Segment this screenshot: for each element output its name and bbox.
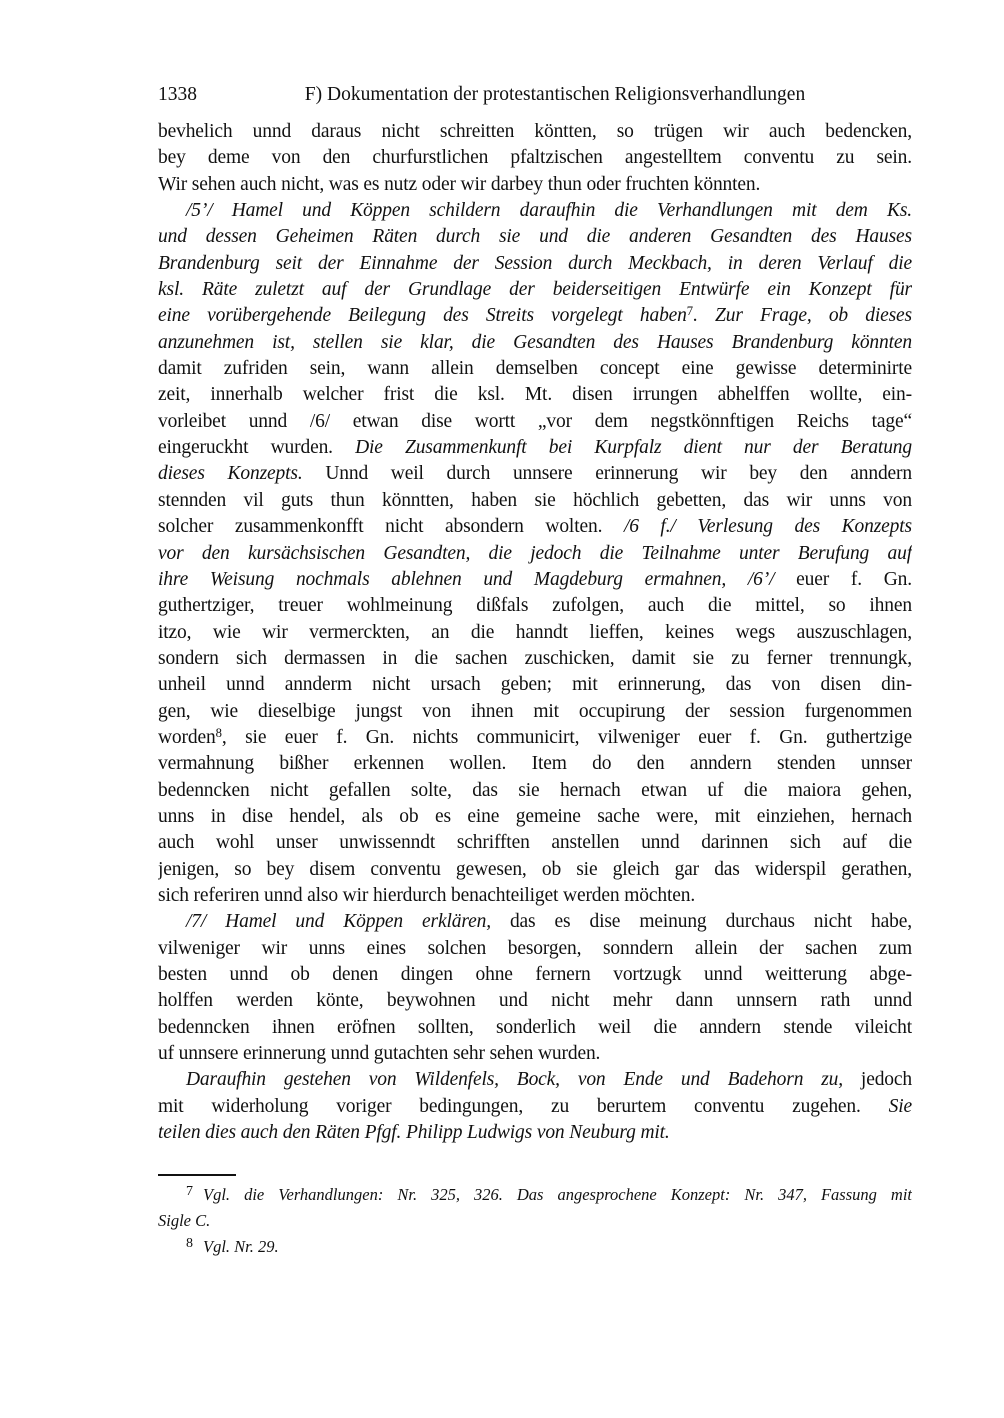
text-line: [158, 172, 912, 198]
text-line: [158, 119, 912, 145]
text-segment: bevhelich unnd daraus nicht schreitten köntten, so trügen wir auch bedencken,: [158, 121, 912, 142]
text-line: [158, 514, 912, 540]
text-segment: auch wohl unser unwissenndt schrifften anstellen unnd darinnen sich auf die: [158, 832, 912, 854]
text-line: [158, 593, 912, 619]
text-segment: besten unnd ob denen dingen ohne fernern vortzugk unnd weitterung abge-: [158, 964, 912, 985]
text-segment: euer f. Gn.: [796, 568, 912, 590]
text-segment: /7/ Hamel und Köppen erklären,: [186, 911, 510, 933]
text-line: [158, 725, 912, 751]
text-segment: damit zufriden sein, wann allein demselben concept eine gewisse determinirte: [158, 358, 912, 380]
text-segment: vermahnung bißher erkennen wollen. Item do den anndern stenden unnser: [158, 753, 912, 775]
paragraph: [158, 1067, 912, 1146]
text-line: [158, 541, 912, 567]
text-line: [158, 409, 912, 435]
text-segment: vor den kursächsischen Gesandten, die jedoch die Teilnahme unter Berufung auf: [158, 542, 912, 564]
text-segment: . Zur Frage, ob dieses: [693, 305, 912, 327]
text-line: [158, 277, 912, 303]
text-segment: bey deme von den churfurstlichen pfaltzischen angestelltem conventu zu sein.: [158, 147, 912, 169]
text-segment: unheil unnd annderm nicht ursach geben; mit erinnerung, das von disen din-: [158, 674, 912, 696]
text-line: [158, 330, 912, 356]
text-line: [158, 909, 912, 935]
footnote-item: [158, 1234, 912, 1260]
footnote-list: [158, 1182, 912, 1260]
text-segment: das es dise meinung durchaus nicht habe,: [509, 911, 912, 933]
text-segment: und dessen Geheimen Räten durch sie und die anderen Gesandten des Hauses: [158, 226, 912, 248]
text-line: [158, 461, 912, 487]
text-segment: teilen dies auch den Räten Pfgf. Philipp Ludwigs von Neuburg mit.: [158, 1122, 670, 1144]
paragraph: [158, 119, 912, 198]
text-line: [158, 488, 912, 514]
text-segment: sondern sich dermassen in die sachen zuschicken, damit sie zu ferner trennungk,: [158, 647, 912, 669]
footnote-reference: 7: [186, 1184, 194, 1199]
text-segment: gen, wie dieselbige jungst von ihnen mit occupirung der session furgenommen: [158, 700, 912, 722]
text-segment: eingeruckht wurden.: [158, 437, 356, 459]
text-line: [158, 1094, 912, 1120]
footnote-rule: [158, 1174, 236, 1176]
text-segment: itzo, wie wir vermerckten, an die hanndt lieffen, keines wegs auszuschlagen,: [158, 621, 912, 643]
text-line: [158, 830, 912, 856]
text-segment: zeit, innerhalb welcher frist die ksl. Mt. disen irrungen abhelffen wollte, ein-: [158, 384, 912, 406]
text-line: [158, 620, 912, 646]
text-line: [158, 435, 912, 461]
text-segment: ihre Weisung nochmals ablehnen und Magdeburg ermahnen, /6’/: [158, 568, 797, 590]
text-line: [158, 356, 912, 382]
text-segment: bedenncken nicht gefallen solte, das sie hernach etwan uf die maiora gehen,: [158, 779, 912, 801]
text-segment: uf unnsere erinnerung unnd gutachten sehr sehen wurden.: [158, 1043, 601, 1065]
page-body: [158, 119, 912, 1146]
text-segment: sich referiren unnd also wir hierdurch benachteiliget werden möchten.: [158, 884, 696, 906]
text-segment: /6 f./ Verlesung des Konzepts: [623, 516, 912, 538]
text-segment: , sie euer f. Gn. nichts communicirt, vilweniger euer f. Gn. guthertzige: [221, 726, 912, 748]
text-line: [158, 1234, 912, 1260]
text-line: [158, 1015, 912, 1041]
text-segment: Unnd weil durch unnsere erinnerung wir bey den anndern: [325, 463, 912, 485]
text-line: [158, 883, 912, 909]
text-line: [158, 646, 912, 672]
text-line: [158, 988, 912, 1014]
text-segment: anzunehmen ist, stellen sie klar, die Gesandten des Hauses Brandenburg könnten: [158, 331, 912, 353]
running-header: [158, 82, 912, 108]
footnote-reference: 8: [215, 725, 222, 740]
text-line: [158, 1041, 912, 1067]
running-header-title: F) Dokumentation der protestantischen Religionsverhandlungen: [304, 84, 806, 105]
text-line: [158, 382, 912, 408]
text-segment: /5’/ Hamel und Köppen schildern daraufhin die Verhandlungen mit dem Ks.: [186, 200, 912, 222]
text-line: [158, 1182, 912, 1208]
text-segment: jedoch: [860, 1069, 912, 1091]
text-segment: Wir sehen auch nicht, was es nutz oder wir darbey thun oder fruchten könnten.: [158, 173, 761, 195]
paragraph: [158, 909, 912, 1067]
text-line: [158, 1120, 912, 1146]
text-segment: jenigen, so bey disem conventu gewesen, ob sie gleich gar das widerspil gerathen,: [158, 858, 912, 880]
text-line: [158, 962, 912, 988]
text-line: [158, 1067, 912, 1093]
text-line: [158, 751, 912, 777]
text-segment: bedenncken ihnen eröfnen sollten, sonderlich weil die anndern stende vileicht: [158, 1016, 912, 1038]
text-segment: guthertziger, treuer wohlmeinung dißfals zufolgen, auch die mittel, so ihnen: [158, 595, 912, 617]
text-line: [158, 224, 912, 250]
text-segment: holffen werden könte, beywohnen und nicht mehr dann unnsern rath unnd: [158, 990, 912, 1012]
text-segment: Die Zusammenkunft bei Kurpfalz dient nur der Beratung: [355, 437, 912, 459]
text-segment: mit widerholung voriger bedingungen, zu berurtem conventu zugehen.: [158, 1095, 889, 1117]
text-segment: solcher zusammenkonfft nicht absondern wolten.: [158, 516, 624, 538]
text-line: [158, 804, 912, 830]
text-segment: ksl. Räte zuletzt auf der Grundlage der beiderseitigen Entwürfe ein Konzept für: [158, 279, 912, 301]
text-line: [158, 145, 912, 171]
text-segment: vorleibet unnd /6/ etwan dise wortt „vor dem negstkönnftigen Reichs tage“: [158, 410, 912, 432]
footnote-reference: 7: [686, 304, 694, 319]
text-line: [158, 198, 912, 224]
text-line: [158, 1208, 912, 1234]
text-segment: unns in dise hendel, als ob es eine gemeine sache were, mit einziehen, hernach: [158, 805, 912, 827]
text-line: [158, 303, 912, 329]
text-line: [158, 778, 912, 804]
text-segment: Sie: [888, 1095, 912, 1117]
text-line: [158, 699, 912, 725]
text-segment: vilweniger wir unns eines solchen besorgen, sonndern allein der sachen zum: [158, 937, 912, 959]
text-segment: dieses Konzepts.: [158, 463, 326, 485]
text-line: [158, 567, 912, 593]
text-segment: Sigle C.: [158, 1211, 211, 1230]
footnote-item: [158, 1182, 912, 1234]
page-number: 1338: [158, 84, 197, 105]
footnote-reference: 8: [186, 1236, 194, 1251]
text-segment: worden: [158, 726, 216, 748]
text-segment: eine vorübergehende Beilegung des Streits vorgelegt haben: [158, 305, 687, 327]
footnote-block: [158, 1174, 912, 1260]
text-line: [158, 672, 912, 698]
text-segment: Daraufhin gestehen von Wildenfels, Bock, von Ende und Badehorn zu,: [186, 1069, 861, 1091]
text-line: [158, 857, 912, 883]
text-segment: stennden vil guts thun könntten, haben sie höchlich gebetten, das wir unns von: [158, 489, 912, 511]
text-segment: Vgl. die Verhandlungen: Nr. 325, 326. Das angesprochene Konzept: Nr. 347, Fassung mit: [203, 1185, 912, 1204]
text-line: [158, 251, 912, 277]
text-segment: Vgl. Nr. 29.: [203, 1237, 279, 1256]
text-line: [158, 936, 912, 962]
text-segment: Brandenburg seit der Einnahme der Session durch Meckbach, in deren Verlauf die: [158, 252, 912, 274]
paragraph: [158, 198, 912, 909]
